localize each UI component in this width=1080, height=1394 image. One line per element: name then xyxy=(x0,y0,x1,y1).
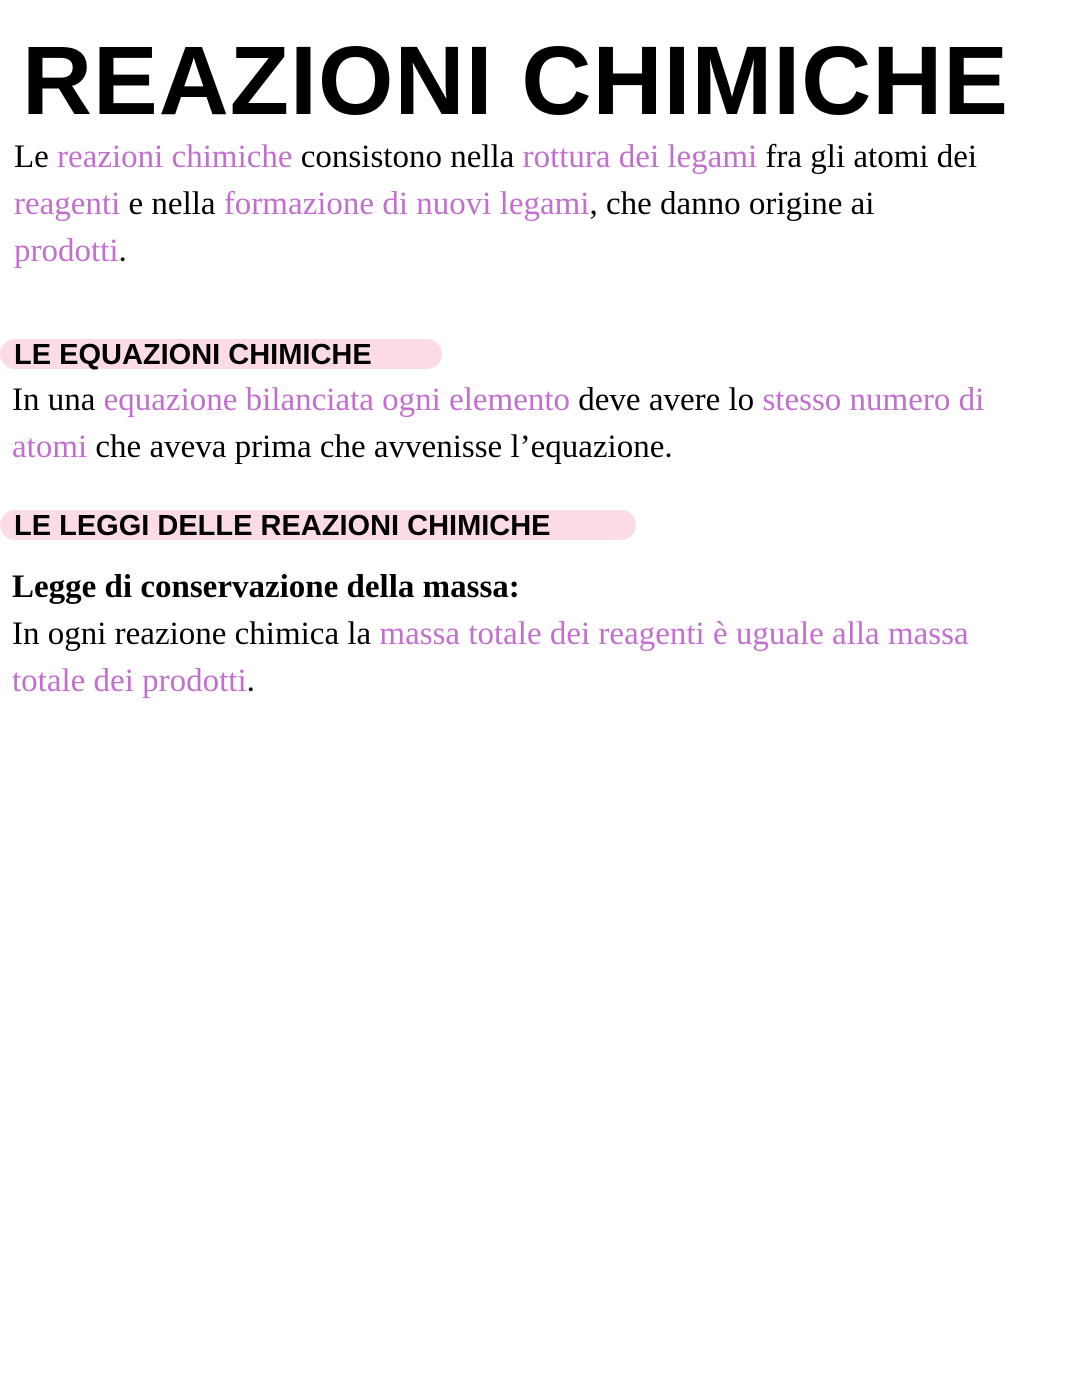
intro-text-6: . xyxy=(118,233,127,269)
equations-text-3: che aveva prima che avvenisse l’equazione. xyxy=(87,429,673,465)
law-highlight-massa: massa totale dei reagenti è uguale alla massa totale dei prodotti xyxy=(12,616,969,699)
intro-highlight-reazioni: reazioni chimiche xyxy=(57,139,293,175)
intro-text-1: Le xyxy=(14,139,58,175)
law-text-2: . xyxy=(246,663,255,699)
section-heading-leggi xyxy=(0,509,551,543)
intro-highlight-reagenti: reagenti xyxy=(14,186,121,222)
equations-paragraph xyxy=(12,377,1012,471)
section-heading-equazioni xyxy=(0,338,372,372)
intro-text-3: fra gli atomi dei xyxy=(757,139,978,175)
intro-paragraph xyxy=(14,134,1064,275)
intro-highlight-rottura: rottura dei legami xyxy=(522,139,758,175)
intro-text-2: consistono nella xyxy=(292,139,523,175)
section-heading-leggi-label: LE LEGGI DELLE REAZIONI CHIMICHE xyxy=(14,510,551,542)
section-heading-equazioni-label: LE EQUAZIONI CHIMICHE xyxy=(14,339,372,371)
intro-highlight-prodotti: prodotti xyxy=(14,233,119,269)
equations-highlight-stesso-numero: stesso numero di atomi xyxy=(12,382,985,465)
intro-text-5: , che danno origine ai xyxy=(589,186,875,222)
equations-text-1: In una xyxy=(12,382,104,418)
equations-text-2: deve avere lo xyxy=(570,382,763,418)
intro-text-4: e nella xyxy=(120,186,224,222)
law-text-1: In ogni reazione chimica la xyxy=(12,616,380,652)
intro-highlight-formazione: formazione di nuovi legami xyxy=(223,186,590,222)
page-title: REAZIONI CHIMICHE xyxy=(22,26,1009,135)
law-paragraph xyxy=(12,611,1012,705)
law-title: Legge di conservazione della massa: xyxy=(12,569,520,605)
equations-highlight-bilanciata: equazione bilanciata ogni elemento xyxy=(103,382,571,418)
